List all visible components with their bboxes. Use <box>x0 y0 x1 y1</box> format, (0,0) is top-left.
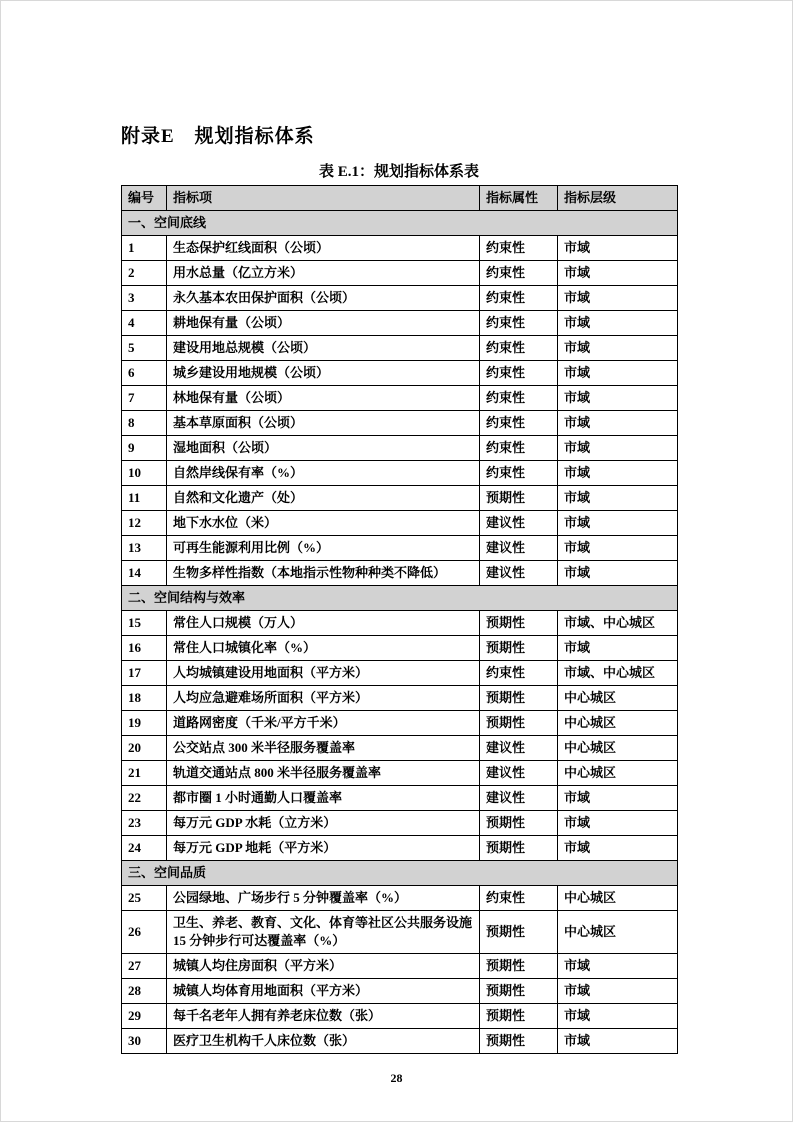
table-header-row <box>122 186 678 211</box>
cell-level: 中心城区 <box>558 686 678 711</box>
cell-attr: 约束性 <box>480 436 558 461</box>
cell-level: 市域 <box>558 411 678 436</box>
cell-item: 生态保护红线面积（公顷） <box>167 236 480 261</box>
cell-id: 1 <box>122 236 167 261</box>
table-row <box>122 236 678 261</box>
cell-id: 2 <box>122 261 167 286</box>
cell-item: 医疗卫生机构千人床位数（张） <box>167 1029 480 1054</box>
section-row <box>122 861 678 886</box>
indicator-table-body <box>122 211 678 1054</box>
cell-level: 市域 <box>558 461 678 486</box>
cell-level: 市域、中心城区 <box>558 611 678 636</box>
table-row <box>122 1004 678 1029</box>
cell-attr: 约束性 <box>480 461 558 486</box>
cell-attr: 建议性 <box>480 736 558 761</box>
cell-item: 耕地保有量（公顷） <box>167 311 480 336</box>
table-row <box>122 536 678 561</box>
cell-item: 地下水水位（米） <box>167 511 480 536</box>
cell-item: 建设用地总规模（公顷） <box>167 336 480 361</box>
cell-id: 20 <box>122 736 167 761</box>
cell-level: 市域 <box>558 386 678 411</box>
cell-level: 市域 <box>558 336 678 361</box>
cell-id: 23 <box>122 811 167 836</box>
cell-attr: 预期性 <box>480 911 558 954</box>
cell-level: 市域、中心城区 <box>558 661 678 686</box>
cell-id: 28 <box>122 979 167 1004</box>
cell-item: 城乡建设用地规模（公顷） <box>167 361 480 386</box>
table-row <box>122 511 678 536</box>
table-row <box>122 611 678 636</box>
cell-attr: 预期性 <box>480 979 558 1004</box>
cell-attr: 建议性 <box>480 786 558 811</box>
cell-item: 每万元 GDP 水耗（立方米） <box>167 811 480 836</box>
cell-attr: 预期性 <box>480 954 558 979</box>
cell-id: 8 <box>122 411 167 436</box>
cell-item: 道路网密度（千米/平方千米） <box>167 711 480 736</box>
section-label: 二、空间结构与效率 <box>122 586 678 611</box>
table-row <box>122 486 678 511</box>
cell-item: 常住人口城镇化率（%） <box>167 636 480 661</box>
cell-id: 11 <box>122 486 167 511</box>
page-number: 28 <box>390 1071 403 1085</box>
cell-id: 6 <box>122 361 167 386</box>
cell-attr: 约束性 <box>480 886 558 911</box>
cell-item: 轨道交通站点 800 米半径服务覆盖率 <box>167 761 480 786</box>
cell-id: 10 <box>122 461 167 486</box>
cell-level: 中心城区 <box>558 736 678 761</box>
header-level: 指标层级 <box>558 186 678 211</box>
cell-attr: 约束性 <box>480 286 558 311</box>
cell-level: 市域 <box>558 536 678 561</box>
table-row <box>122 911 678 954</box>
cell-attr: 约束性 <box>480 386 558 411</box>
cell-id: 14 <box>122 561 167 586</box>
cell-item: 永久基本农田保护面积（公顷） <box>167 286 480 311</box>
header-item: 指标项 <box>167 186 480 211</box>
table-row <box>122 336 678 361</box>
cell-item: 每千名老年人拥有养老床位数（张） <box>167 1004 480 1029</box>
cell-item: 湿地面积（公顷） <box>167 436 480 461</box>
cell-level: 市域 <box>558 561 678 586</box>
cell-attr: 约束性 <box>480 361 558 386</box>
table-row <box>122 836 678 861</box>
cell-level: 市域 <box>558 236 678 261</box>
cell-item: 人均应急避难场所面积（平方米） <box>167 686 480 711</box>
cell-level: 市域 <box>558 511 678 536</box>
cell-item: 林地保有量（公顷） <box>167 386 480 411</box>
cell-level: 市域 <box>558 1004 678 1029</box>
table-row <box>122 411 678 436</box>
table-row <box>122 711 678 736</box>
section-label: 一、空间底线 <box>122 211 678 236</box>
cell-attr: 预期性 <box>480 636 558 661</box>
table-row <box>122 786 678 811</box>
cell-id: 24 <box>122 836 167 861</box>
cell-attr: 约束性 <box>480 261 558 286</box>
cell-attr: 约束性 <box>480 336 558 361</box>
table-row <box>122 561 678 586</box>
cell-item: 自然和文化遗产（处） <box>167 486 480 511</box>
cell-id: 16 <box>122 636 167 661</box>
table-row <box>122 636 678 661</box>
cell-attr: 预期性 <box>480 711 558 736</box>
section-row <box>122 586 678 611</box>
cell-item: 用水总量（亿立方米） <box>167 261 480 286</box>
table-row <box>122 661 678 686</box>
cell-id: 25 <box>122 886 167 911</box>
cell-level: 市域 <box>558 786 678 811</box>
cell-level: 中心城区 <box>558 711 678 736</box>
cell-level: 市域 <box>558 979 678 1004</box>
cell-id: 5 <box>122 336 167 361</box>
cell-attr: 预期性 <box>480 811 558 836</box>
cell-attr: 建议性 <box>480 511 558 536</box>
cell-level: 市域 <box>558 361 678 386</box>
cell-id: 29 <box>122 1004 167 1029</box>
table-row <box>122 261 678 286</box>
cell-level: 市域 <box>558 261 678 286</box>
cell-item: 都市圈 1 小时通勤人口覆盖率 <box>167 786 480 811</box>
table-row <box>122 386 678 411</box>
cell-attr: 建议性 <box>480 761 558 786</box>
cell-id: 22 <box>122 786 167 811</box>
cell-attr: 预期性 <box>480 1029 558 1054</box>
table-row <box>122 686 678 711</box>
cell-item: 公园绿地、广场步行 5 分钟覆盖率（%） <box>167 886 480 911</box>
cell-id: 30 <box>122 1029 167 1054</box>
table-row <box>122 311 678 336</box>
cell-attr: 预期性 <box>480 836 558 861</box>
cell-id: 17 <box>122 661 167 686</box>
cell-id: 18 <box>122 686 167 711</box>
cell-attr: 约束性 <box>480 411 558 436</box>
table-row <box>122 286 678 311</box>
cell-id: 13 <box>122 536 167 561</box>
table-row <box>122 1029 678 1054</box>
table-row <box>122 886 678 911</box>
cell-attr: 预期性 <box>480 1004 558 1029</box>
cell-level: 中心城区 <box>558 761 678 786</box>
cell-id: 3 <box>122 286 167 311</box>
cell-item: 自然岸线保有率（%） <box>167 461 480 486</box>
cell-level: 市域 <box>558 311 678 336</box>
cell-id: 26 <box>122 911 167 954</box>
cell-id: 9 <box>122 436 167 461</box>
cell-attr: 约束性 <box>480 311 558 336</box>
header-attr: 指标属性 <box>480 186 558 211</box>
cell-level: 市域 <box>558 1029 678 1054</box>
cell-id: 27 <box>122 954 167 979</box>
table-caption: 表 E.1：规划指标体系表 <box>318 164 479 180</box>
cell-id: 19 <box>122 711 167 736</box>
indicator-table <box>121 185 678 1054</box>
cell-id: 21 <box>122 761 167 786</box>
cell-item: 人均城镇建设用地面积（平方米） <box>167 661 480 686</box>
cell-attr: 预期性 <box>480 611 558 636</box>
table-row <box>122 461 678 486</box>
section-row <box>122 211 678 236</box>
cell-item: 城镇人均体育用地面积（平方米） <box>167 979 480 1004</box>
table-row <box>122 954 678 979</box>
cell-attr: 建议性 <box>480 561 558 586</box>
cell-attr: 约束性 <box>480 236 558 261</box>
table-row <box>122 979 678 1004</box>
cell-item: 基本草原面积（公顷） <box>167 411 480 436</box>
cell-level: 市域 <box>558 636 678 661</box>
table-row <box>122 436 678 461</box>
cell-level: 中心城区 <box>558 911 678 954</box>
cell-item: 生物多样性指数（本地指示性物种种类不降低） <box>167 561 480 586</box>
table-row <box>122 361 678 386</box>
cell-level: 市域 <box>558 836 678 861</box>
cell-id: 4 <box>122 311 167 336</box>
cell-level: 市域 <box>558 436 678 461</box>
table-row <box>122 811 678 836</box>
cell-id: 12 <box>122 511 167 536</box>
appendix-title: 附录E 规划指标体系 <box>121 126 315 147</box>
cell-id: 15 <box>122 611 167 636</box>
cell-item: 可再生能源利用比例（%） <box>167 536 480 561</box>
cell-item: 卫生、养老、教育、文化、体育等社区公共服务设施 15 分钟步行可达覆盖率（%） <box>167 911 480 954</box>
cell-item: 常住人口规模（万人） <box>167 611 480 636</box>
table-row <box>122 761 678 786</box>
cell-level: 市域 <box>558 286 678 311</box>
header-id: 编号 <box>122 186 167 211</box>
cell-attr: 预期性 <box>480 686 558 711</box>
cell-level: 市域 <box>558 811 678 836</box>
cell-level: 中心城区 <box>558 886 678 911</box>
cell-id: 7 <box>122 386 167 411</box>
cell-level: 市域 <box>558 954 678 979</box>
cell-attr: 预期性 <box>480 486 558 511</box>
section-label: 三、空间品质 <box>122 861 678 886</box>
cell-item: 每万元 GDP 地耗（平方米） <box>167 836 480 861</box>
cell-item: 公交站点 300 米半径服务覆盖率 <box>167 736 480 761</box>
table-row <box>122 736 678 761</box>
cell-item: 城镇人均住房面积（平方米） <box>167 954 480 979</box>
cell-attr: 约束性 <box>480 661 558 686</box>
cell-level: 市域 <box>558 486 678 511</box>
cell-attr: 建议性 <box>480 536 558 561</box>
